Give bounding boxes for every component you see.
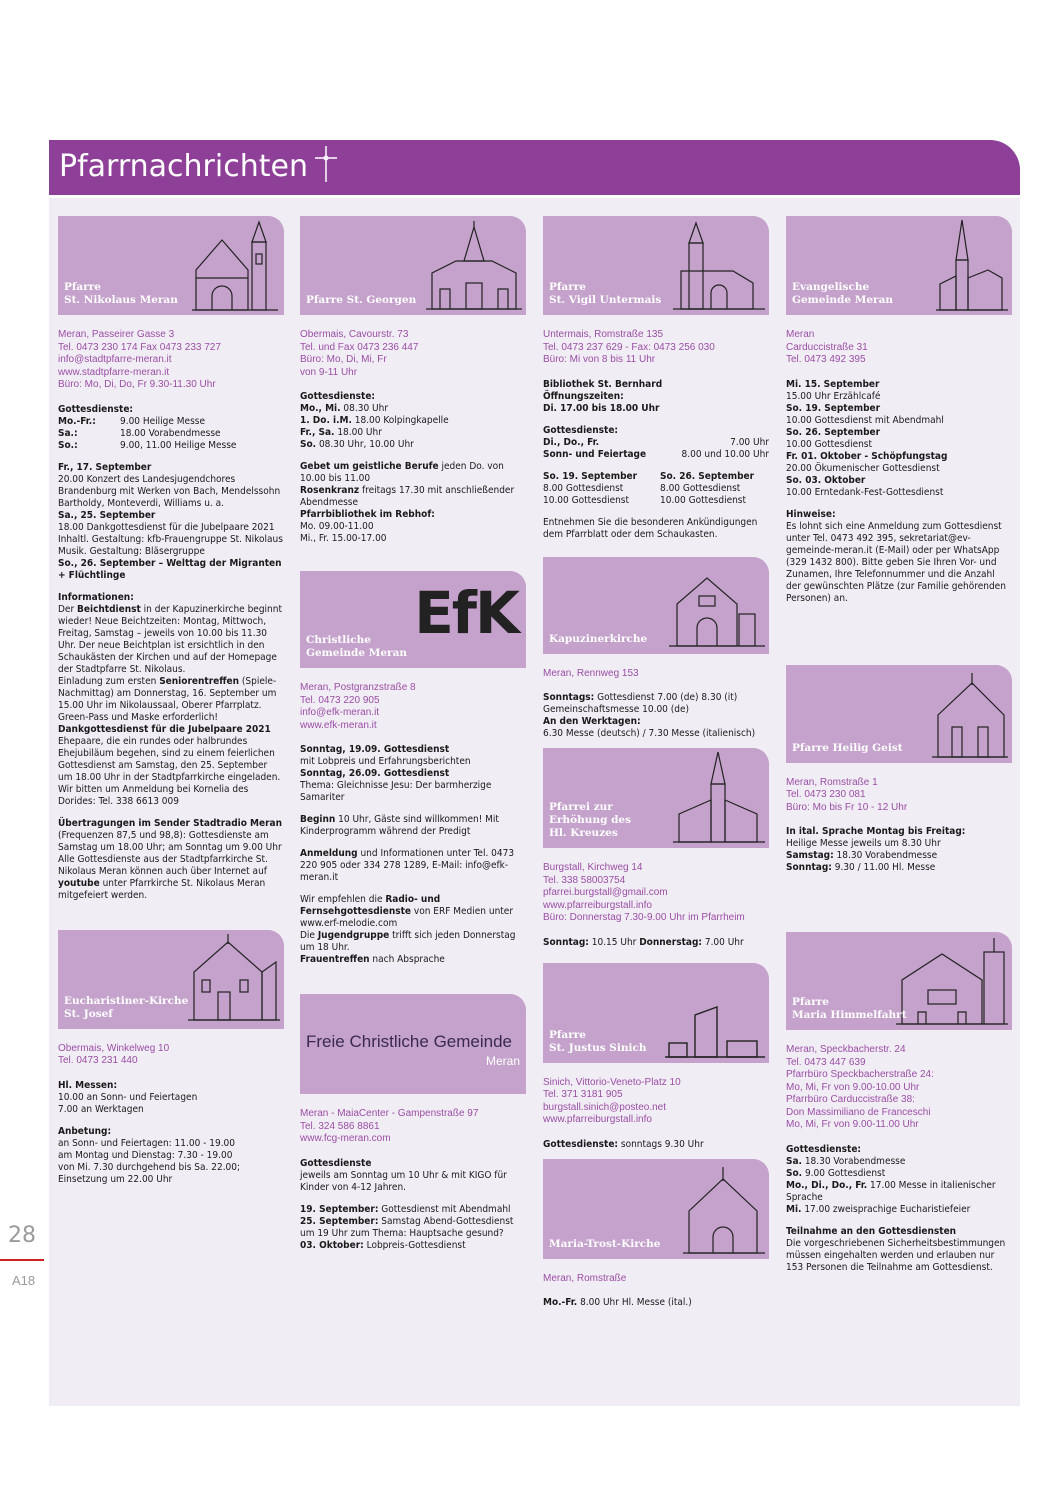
card-title: Pfarre <box>549 281 586 293</box>
card-eucharistiner <box>58 930 284 1029</box>
column-1 <box>58 216 284 1186</box>
contact-block <box>300 329 526 379</box>
card-title: Evangelische <box>792 281 870 293</box>
info-paragraph: Es lohnt sich eine Anmeldung zum Gottesdienst unter Tel. 0473 492 395, sekretariat@ev-gemeinde-meran.it (E-Mail) oder per WhatsApp (329 1432 800). Bitte geben Sie Ihren Vor- und Zunamen, Ihre Telefonnummer und die Anzahl der gewünschten Plätze (zur Familie gehörenden Personen) an. <box>786 520 1006 604</box>
card-erhoehung-kreuz <box>543 748 769 848</box>
card-title: Pfarrei zur <box>549 801 613 813</box>
phone: Tel. 371 3181 905 <box>543 1089 623 1100</box>
service-time: von Mi. 7.30 durchgehend bis Sa. 22.00; <box>58 1161 241 1173</box>
card-title: St. Justus Sinich <box>549 1041 647 1054</box>
card-title: Kapuzinerkirche <box>549 632 648 645</box>
church-drawing-icon <box>669 560 765 652</box>
event-text: 18.00 Dankgottesdienst für die Jubelpaare 2021 <box>58 521 275 533</box>
church-drawing-icon <box>936 218 1008 313</box>
section-heading: Gottesdienste: <box>786 1143 862 1155</box>
office-label: Pfarrbüro Carduccistraße 38: <box>786 1094 915 1105</box>
contact-block <box>543 1077 769 1127</box>
event-line: 03. Oktober: Lobpreis-Gottesdienst <box>300 1239 466 1251</box>
phone: Tel. 0473 230 174 Fax 0473 233 727 <box>58 341 221 353</box>
contact-block <box>543 862 769 925</box>
info-paragraph: Der Beichtdienst in der Kapuzinerkirche beginnt wieder! Neue Beichtzeiten: Montag, Mittwoch, Freitag, Samstag – jeweils von 10.00 bis 11.30 Uhr. Der neue Beichtplan ist ersichtlich in den Schaukästen der Kirchen und auf der Homepage der Stadtpfarre St. Nikolaus. <box>58 603 282 675</box>
office-hours: Mo, Mi, Fr von 9.00-10.00 Uhr <box>786 1081 920 1093</box>
service-time: Gemeinschaftsmesse 10.00 (de) <box>543 704 690 715</box>
radio-paragraph: Übertragungen im Sender Stadtradio Meran (Frequenzen 87,5 und 98,8): Gottesdienste am Samstag um 18.00 Uhr; am Sonntag um 9.00 Uhr <box>58 817 283 853</box>
column-2 <box>300 216 526 1252</box>
card-title: Pfarre Heilig Geist <box>792 741 903 754</box>
card-title: St. Nikolaus Meran <box>64 294 178 306</box>
website-link[interactable]: www.stadtpfarre-meran.it <box>58 366 170 378</box>
phone: Tel. 0473 230 081 <box>786 789 866 800</box>
event-line: 19. September: Gottesdienst mit Abendmahl <box>300 1203 511 1215</box>
address: Meran - MaiaCenter - Gampenstraße 97 <box>300 1108 479 1119</box>
contact-block <box>543 329 769 367</box>
info-paragraph: Die Jugendgruppe trifft sich jeden Donnerstag um 18 Uhr. <box>300 930 516 953</box>
section-heading: Gottesdienste: <box>58 403 134 415</box>
card-title: Pfarre <box>64 281 101 293</box>
service-time: 10.00 an Sonn- und Feiertagen <box>58 1091 198 1103</box>
card-st-georgen <box>300 216 526 315</box>
card-heilig-geist <box>786 665 1012 763</box>
card-title: Pfarre <box>792 996 829 1008</box>
contact-block <box>58 329 284 392</box>
phone: Tel. 0473 447 639 <box>786 1056 866 1068</box>
info-paragraph: Einladung zum ersten Seniorentreffen (Spiele-Nachmittag) am Donnerstag, 16. September um 15.00 Uhr im Nikolaussaal, Oberer Pfarrplatz. Green-Pass und Maske erforderlich! <box>58 675 277 723</box>
service-time: 9.00 Heilige Messe <box>120 415 206 427</box>
card-title: St. Josef <box>64 1007 113 1020</box>
phone: Tel. 0473 231 440 <box>58 1055 138 1066</box>
service-time: Einsetzung um 22.00 Uhr <box>58 1173 173 1185</box>
info-paragraph: Anmeldung und Informationen unter Tel. 0473 220 905 oder 334 278 1289, E-Mail: info@efk-meran.it <box>300 848 515 883</box>
address: Meran, Rennweg 153 <box>543 667 639 679</box>
address: Obermais, Cavourstr. 73 <box>300 329 409 340</box>
event-heading: Fr., 17. September <box>58 461 152 473</box>
services-block: Sonntag: 10.15 Uhr Donnerstag: 7.00 Uhr <box>543 936 744 948</box>
event-text: Musik. Gestaltung: Bläsergruppe <box>58 545 205 557</box>
address: Sinich, Vittorio-Veneto-Platz 10 <box>543 1076 681 1088</box>
service-time: 9.00, 11.00 Heilige Messe <box>120 439 237 451</box>
card-title: Erhöhung des <box>549 814 632 826</box>
section-header <box>49 140 1020 195</box>
event-heading: Sonntag, 26.09. Gottesdienst <box>300 768 450 779</box>
column-4 <box>786 216 1012 1274</box>
contact-block <box>300 1108 526 1146</box>
website-link[interactable]: www.pfarreiburgstall.info <box>543 899 652 911</box>
section-heading: Hl. Messen: <box>58 1079 118 1091</box>
address: Meran, Passeirer Gasse 3 <box>58 329 175 340</box>
card-title: Maria Himmelfahrt <box>792 1009 907 1021</box>
office-hours: Büro: Donnerstag 7.30-9.00 Uhr im Pfarrheim <box>543 912 745 923</box>
church-drawing-icon <box>896 936 1008 1028</box>
radio-paragraph: Alle Gottesdienste aus der Stadtpfarrkirche St. Nikolaus Meran können auch über Internet auf youtube unter Pfarrkirche St. Nikolaus Meran mitgefeiert werden. <box>58 853 268 901</box>
services-block: Gottesdienste: Mo., Mi. 08.30 Uhr 1. Do. i.M. 18.00 Kolpingkapelle Fr., Sa. 18.00 Uhr So. 08.30 Uhr, 10.00 Uhr Gebet um geistliche Berufe jeden Do. von 10.00 bis 11.00 Rosenkranz freitags 17.30 mit anschließender Abendmesse Pfarrbibliothek im Rebhof: Mo. 09.00-11.00 Mi., Fr. 15.00-17.00 <box>300 391 526 545</box>
church-drawing-icon <box>192 218 280 313</box>
opening-hours: Di. 17.00 bis 18.00 Uhr <box>543 402 660 414</box>
service-time: 18.00 Vorabendmesse <box>120 427 221 439</box>
address: Meran, Speckbacherstr. 24 <box>786 1044 906 1055</box>
event-text: Thema: Gleichnisse Jesu: Der barmherzige Samariter <box>300 780 492 803</box>
card-title: Pfarre St. Georgen <box>306 294 417 306</box>
card-title: Eucharistiner-Kirche <box>64 994 189 1007</box>
card-title: Gemeinde Meran <box>306 647 408 659</box>
day-label: So.: <box>58 439 78 451</box>
info-paragraph: Ehepaare, die ein rundes oder halbrundes Ehejubiläum begehen, sind zu einem feierlichen Gottesdienst am Samstag, den 25. September um 18.00 Uhr in der Stadtpfarrkirche eingeladen. Wir bitten um Anmeldung bei Kornelia des Dorides: Tel. 338 6613 009 <box>58 735 281 807</box>
info-paragraph: Beginn 10 Uhr, Gäste sind willkommen! Mit Kinderprogramm während der Predigt <box>300 814 499 837</box>
email-link[interactable]: info@efk-meran.it <box>300 707 380 718</box>
service-time: am Montag und Dienstag: 7.30 - 19.00 <box>58 1149 233 1161</box>
contact-person: Don Massimiliano de Franceschi <box>786 1106 931 1118</box>
info-paragraph: Rosenkranz freitags 17.30 mit anschließender Abendmesse <box>300 485 515 508</box>
event-text: 20.00 Konzert des Landesjugendchores Brandenburg mit Werken von Bach, Mendelssohn Bartholdy, Monteverdi, Williams u. a. <box>58 473 281 509</box>
card-st-justus <box>543 963 769 1063</box>
day-label: Sa.: <box>58 427 78 439</box>
card-title: Maria-Trost-Kirche <box>549 1237 661 1250</box>
phone: Tel. 0473 220 905 <box>300 694 380 706</box>
services-block: Gottesdienste: Sa. 18.30 Vorabendmesse So. 9.00 Gottesdienst Mo., Di., Do., Fr. 17.00 Messe in italienischer Sprache Mi. 17.00 zweisprachige Eucharistiefeier Teilnahme an den Gottesdiensten Die vorgeschriebenen Sicherheitsbestimmungen müssen eingehalten werden und erlauben nur 153 Personen die Teilnahme am Gottesdienst. <box>786 1144 1012 1274</box>
address: Carduccistraße 31 <box>786 341 868 353</box>
services-block: Mi. 15. September 15.00 Uhr Erzählcafé So. 19. September 10.00 Gottesdienst mit Abendmahl So. 26. September 10.00 Gottesdienst Fr. 01. Oktober - Schöpfungstag 20.00 Ökumenischer Gottesdienst So. 03. Oktober 10.00 Erntedank-Fest-Gottesdienst Hinweise: Es lohnt sich eine Anmeldung zum Gottesdienst unter Tel. 0473 492 395, sekretariat@ev-gemeinde-meran.it (E-Mail) oder per WhatsApp (329 1432 800). Bitte geben Sie Ihren Vor- und Zunamen, Ihre Telefonnummer und die Anzahl der gewünschten Plätze (zur Familie gehörenden Personen) an. <box>786 379 1012 605</box>
info-heading: Dankgottesdienst für die Jubelpaare 2021 <box>58 723 271 735</box>
address: Untermais, Romstraße 135 <box>543 329 664 340</box>
address: Meran, Postgranzstraße 8 <box>300 682 416 693</box>
card-title: Hl. Kreuzes <box>549 827 618 839</box>
phone: Tel. 0473 492 395 <box>786 354 866 365</box>
section-heading: Informationen: <box>58 591 134 603</box>
service-time: Heilige Messe jeweils um 8.30 Uhr <box>786 838 941 849</box>
section-heading: Gottesdienste: <box>543 424 619 436</box>
services-block <box>58 1080 284 1186</box>
office-hours: Büro: Mo bis Fr 10 - 12 Uhr <box>786 801 908 813</box>
service-time: an Sonn- und Feiertagen: 11.00 - 19.00 <box>58 1137 236 1149</box>
phone: Tel. 0473 237 629 - Fax: 0473 256 030 <box>543 341 715 353</box>
address: Meran, Romstraße 1 <box>786 776 878 788</box>
service-time: Mi., Fr. 15.00-17.00 <box>300 533 387 544</box>
contact-block <box>543 1273 769 1286</box>
contact-block <box>786 777 1012 815</box>
phone: Tel. und Fax 0473 236 447 <box>300 341 419 353</box>
phone: Tel. 324 586 8861 <box>300 1120 380 1132</box>
card-st-vigil <box>543 216 769 315</box>
church-drawing-icon <box>665 1001 765 1061</box>
address: Meran, Romstraße <box>543 1272 627 1284</box>
services-block: Mo.-Fr. 8.00 Uhr Hl. Messe (ital.) <box>543 1297 692 1308</box>
church-drawing-icon <box>683 1165 765 1257</box>
card-maria-himmelfahrt <box>786 932 1012 1030</box>
section-heading: In ital. Sprache Montag bis Freitag: <box>786 826 966 837</box>
card-st-nikolaus <box>58 216 284 315</box>
services-block <box>300 744 526 966</box>
website-link[interactable]: www.fcg-meran.com <box>300 1133 391 1144</box>
section-heading: Hinweise: <box>786 508 836 520</box>
office-hours: Mo, Mi, Fr von 9.00-11.00 Uhr <box>786 1119 919 1130</box>
contact-block <box>543 668 769 681</box>
service-time: Mo. 09.00-11.00 <box>300 521 374 532</box>
section-heading: Gottesdienste <box>300 1157 372 1169</box>
card-kapuzinerkirche <box>543 557 769 654</box>
church-drawing-icon <box>188 932 280 1027</box>
address: Meran <box>786 329 815 340</box>
content-panel <box>49 198 1020 1406</box>
contact-block <box>300 682 526 732</box>
office-label: Pfarrbüro Speckbacherstraße 24: <box>786 1069 934 1080</box>
services-block <box>58 404 284 902</box>
fcg-logo-city: Meran <box>485 1054 520 1068</box>
event-heading: Sonntag, 19.09. Gottesdienst <box>300 744 450 755</box>
email-link[interactable]: info@stadtpfarre-meran.it <box>58 354 172 365</box>
section-heading: Gottesdienste: <box>300 391 376 402</box>
office-hours: Büro: Mi von 8 bis 11 Uhr <box>543 354 656 365</box>
event-text: Inhaltl. Gestaltung: kfb-Frauengruppe St. Nikolaus <box>58 533 283 545</box>
page-title: Pfarrnachrichten <box>59 149 308 184</box>
info-paragraph: Wir empfehlen die Radio- und Fernsehgottesdienste von ERF Medien unter www.erf-melodie.com <box>300 894 514 929</box>
info-paragraph: Gebet um geistliche Berufe jeden Do. von 10.00 bis 11.00 <box>300 461 504 484</box>
column-3 <box>543 216 769 1309</box>
card-title: Christliche <box>306 634 371 646</box>
church-drawing-icon <box>673 221 765 313</box>
phone: Tel. 338 58003754 <box>543 874 626 886</box>
efk-logo: EfK <box>414 579 518 647</box>
services-block: Sonntags: Gottesdienst 7.00 (de) 8.30 (it) Gemeinschaftsmesse 10.00 (de) An den Werktagen: 6.30 Messe (deutsch) / 7.30 Messe (italienisch) <box>543 692 769 740</box>
schedule-grid: So. 19. September 8.00 Gottesdienst 10.00 Gottesdienst So. 26. September 8.00 Gottesdienst 10.00 Gottesdienst <box>543 470 755 506</box>
service-time: 7.00 an Werktagen <box>58 1103 144 1115</box>
section-heading: Anbetung: <box>58 1125 112 1137</box>
email-link[interactable]: burgstall.sinich@posteo.net <box>543 1101 666 1113</box>
page-code: A18 <box>12 1273 36 1288</box>
event-heading: Sa., 25. September <box>58 509 156 521</box>
website-link[interactable]: www.efk-meran.it <box>300 719 377 731</box>
church-drawing-icon <box>932 671 1008 761</box>
office-hours: Büro: Mo, Di, Mi, Fr <box>300 354 387 365</box>
card-freie-christliche-gemeinde <box>300 994 526 1094</box>
section-heading: Bibliothek St. Bernhard <box>543 378 663 390</box>
services-block <box>300 1158 526 1252</box>
page-divider <box>0 1259 44 1261</box>
website-link[interactable]: www.pfarreiburgstall.info <box>543 1114 652 1125</box>
card-maria-trost <box>543 1159 769 1259</box>
fcg-logo: Freie Christliche Gemeinde <box>306 1032 512 1051</box>
section-heading: Teilnahme an den Gottesdiensten <box>786 1225 957 1237</box>
cross-icon <box>315 146 337 182</box>
address: Burgstall, Kirchweg 14 <box>543 862 643 873</box>
section-heading: Pfarrbibliothek im Rebhof: <box>300 509 435 520</box>
section-heading: An den Werktagen: <box>543 716 641 727</box>
contact-block <box>786 329 1012 367</box>
church-drawing-icon <box>673 750 765 846</box>
event-line: 25. September: Samstag Abend-Gottesdienst um 19 Uhr zum Thema: Hauptsache gesund? <box>300 1215 514 1239</box>
note-text: Entnehmen Sie die besonderen Ankündigungen dem Pfarrblatt oder dem Schaukasten. <box>543 516 758 540</box>
info-paragraph: Die vorgeschriebenen Sicherheitsbestimmungen müssen eingehalten werden und erlauben nur 153 Personen die Teilnahme am Gottesdienst. <box>786 1237 1006 1273</box>
services-block: Bibliothek St. Bernhard Öffnungszeiten: Di. 17.00 bis 18.00 Uhr Gottesdienste: Di., Do., Fr. 7.00 Uhr Sonn- und Feiertage 8.00 und 10.00 Uhr So. 19. September 8.00 Gottesdienst 10.00 Gottesdienst So. 26. September 8.00 Gottesdienst 10.00 Gottesdienst Entnehmen Sie die besonderen Ankündigungen dem Pfarrblatt oder dem Schaukasten. <box>543 378 769 540</box>
card-title: Gemeinde Meran <box>792 294 894 306</box>
address: Obermais, Winkelweg 10 <box>58 1042 170 1054</box>
event-text: jeweils am Sonntag um 10 Uhr & mit KIGO für Kinder von 4-12 Jahren. <box>300 1169 507 1193</box>
contact-block <box>58 1043 284 1068</box>
section-heading: Öffnungszeiten: <box>543 390 624 402</box>
page-number: 28 <box>8 1223 36 1248</box>
card-title: St. Vigil Untermais <box>549 294 662 306</box>
church-drawing-icon <box>426 221 522 313</box>
email-link[interactable]: pfarrei.burgstall@gmail.com <box>543 887 668 898</box>
card-title: Pfarre <box>549 1028 586 1041</box>
card-efk <box>300 571 526 668</box>
service-time: 6.30 Messe (deutsch) / 7.30 Messe (italienisch) <box>543 728 756 739</box>
event-text: mit Lobpreis und Erfahrungsberichten <box>300 756 471 767</box>
contact-block <box>786 1044 1012 1132</box>
card-evangelische <box>786 216 1012 315</box>
info-paragraph: Frauentreffen nach Absprache <box>300 954 445 965</box>
office-hours: von 9-11 Uhr <box>300 366 358 378</box>
office-hours: Büro: Mo, Di, Do, Fr 9.30-11.30 Uhr <box>58 379 216 390</box>
day-label: Mo.-Fr.: <box>58 415 96 427</box>
event-heading: So., 26. September – Welttag der Migranten + Flüchtlinge <box>58 557 282 581</box>
services-block: In ital. Sprache Montag bis Freitag: Heilige Messe jeweils um 8.30 Uhr Samstag: 18.30 Vorabendmesse Sonntag: 9.30 / 11.00 Hl. Messe <box>786 826 1012 874</box>
services-block: Gottesdienste: sonntags 9.30 Uhr <box>543 1138 704 1150</box>
